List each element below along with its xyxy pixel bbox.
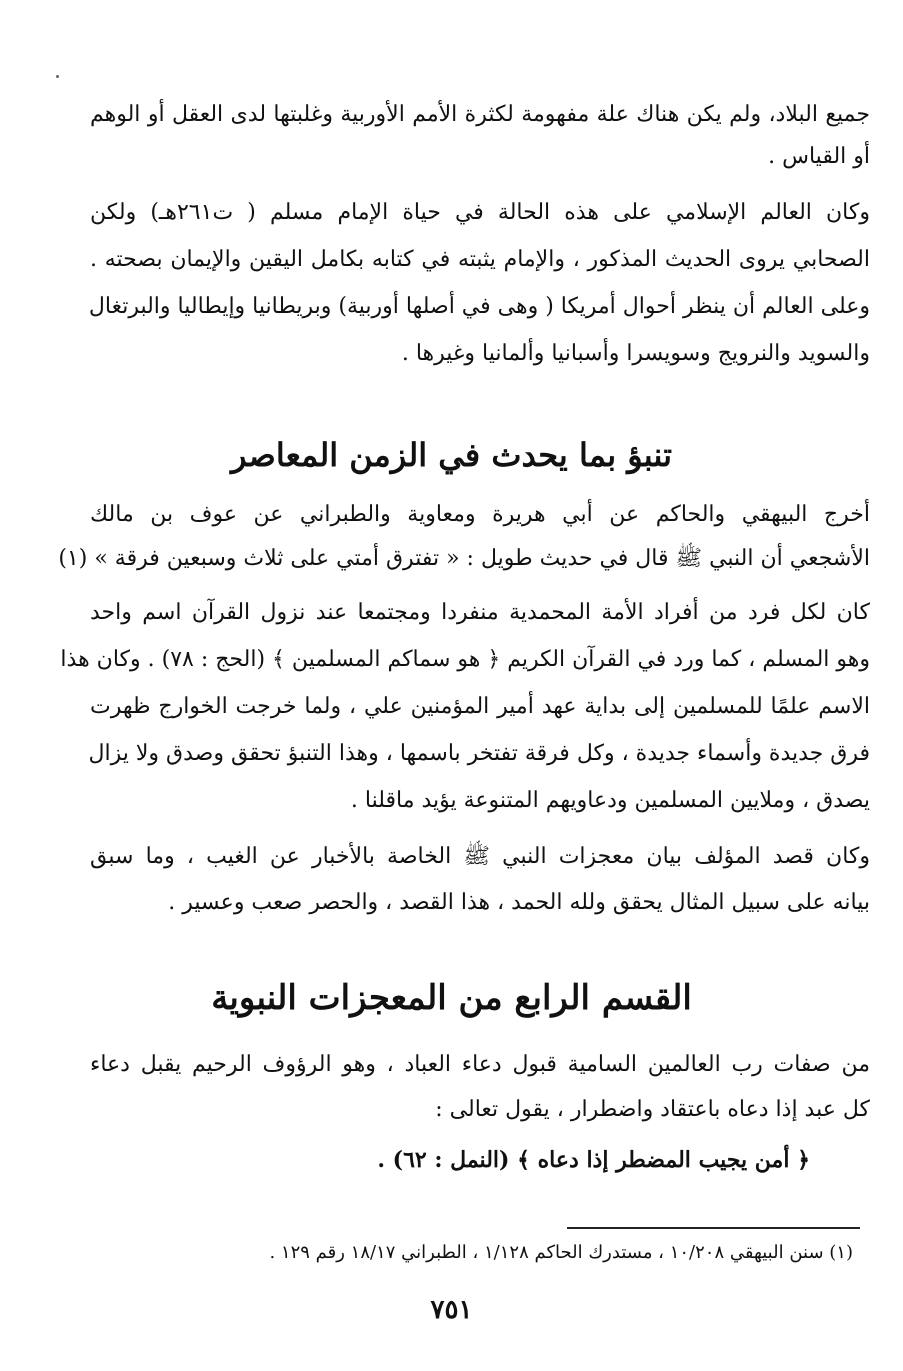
text-line: الأشجعي أن النبي ﷺ قال في حديث طويل : « تفترق أمتي على ثلاث وسبعين فرقة » (١) (58, 546, 870, 571)
text-line: كل عبد إذا دعاه باعتقاد واضطرار ، يقول تعالى : (435, 1097, 870, 1122)
scan-speck (56, 75, 59, 78)
text-line: وعلى العالم أن ينظر أحوال أمريكا ( وهى في أصلها أوربية) وبريطانيا وإيطاليا والبرتغال (88, 294, 870, 319)
text-line: والسويد والنرويج وسويسرا وأسبانيا وألمانيا وغيرها . (401, 341, 870, 366)
text-line: بيانه على سبيل المثال يحقق ولله الحمد ، هذا القصد ، والحصر صعب وعسير . (168, 890, 870, 915)
text-line: جميع البلاد، ولم يكن هناك علة مفهومة لكثرة الأمم الأوربية وغلبتها لدى العقل أو الوهم (90, 102, 870, 127)
page-number: ٧٥١ (430, 1295, 473, 1325)
footnote: (١) سنن البيهقي ١٠/٢٠٨ ، مستدرك الحاكم ١/١٢٨ ، الطبراني ١٨/١٧ رقم ١٢٩ . (269, 1242, 853, 1263)
text-line: يصدق ، وملايين المسلمين ودعاويهم المتنوعة يؤيد ماقلنا . (350, 788, 870, 813)
text-line: من صفات رب العالمين السامية قبول دعاء العباد ، وهو الرؤوف الرحيم يقبل دعاء (90, 1052, 870, 1077)
text-line: أخرج البيهقي والحاكم عن أبي هريرة ومعاوية والطبراني عن عوف بن مالك (90, 502, 870, 527)
text-line: وهو المسلم ، كما ورد في القرآن الكريم ﴿ هو سماكم المسلمين ﴾ (الحج : ٧٨) . وكان هذا (60, 647, 870, 672)
text-line: كان لكل فرد من أفراد الأمة المحمدية منفردا ومجتمعا عند نزول القرآن اسم واحد (90, 600, 870, 625)
text-line: وكان العالم الإسلامي على هذه الحالة في حياة الإمام مسلم ( ت٢٦١هـ) ولكن (90, 200, 870, 225)
text-line: وكان قصد المؤلف بيان معجزات النبي ﷺ الخاصة بالأخبار عن الغيب ، وما سبق (90, 844, 870, 869)
text-line: فرق جديدة وأسماء جديدة ، وكل فرقة تفتخر باسمها ، وهذا التنبؤ تحقق وصدق ولا يزال (88, 741, 870, 766)
footnote-divider (567, 1227, 860, 1229)
text-line: الصحابي يروى الحديث المذكور ، والإمام يثبته في كتابه بكامل اليقين والإيمان بصحته . (90, 247, 870, 272)
section-heading: القسم الرابع من المعجزات النبوية (211, 978, 692, 1018)
text-line: الاسم علمًا للمسلمين إلى بداية عهد أمير المؤمنين علي ، ولما خرجت الخوارج ظهرت (90, 694, 870, 719)
section-heading: تنبؤ بما يحدث في الزمن المعاصر (230, 436, 672, 474)
quran-verse: ﴿ أمن يجيب المضطر إذا دعاه ﴾ (النمل : ٦٢) . (377, 1147, 810, 1173)
text-line: أو القياس . (768, 144, 870, 169)
